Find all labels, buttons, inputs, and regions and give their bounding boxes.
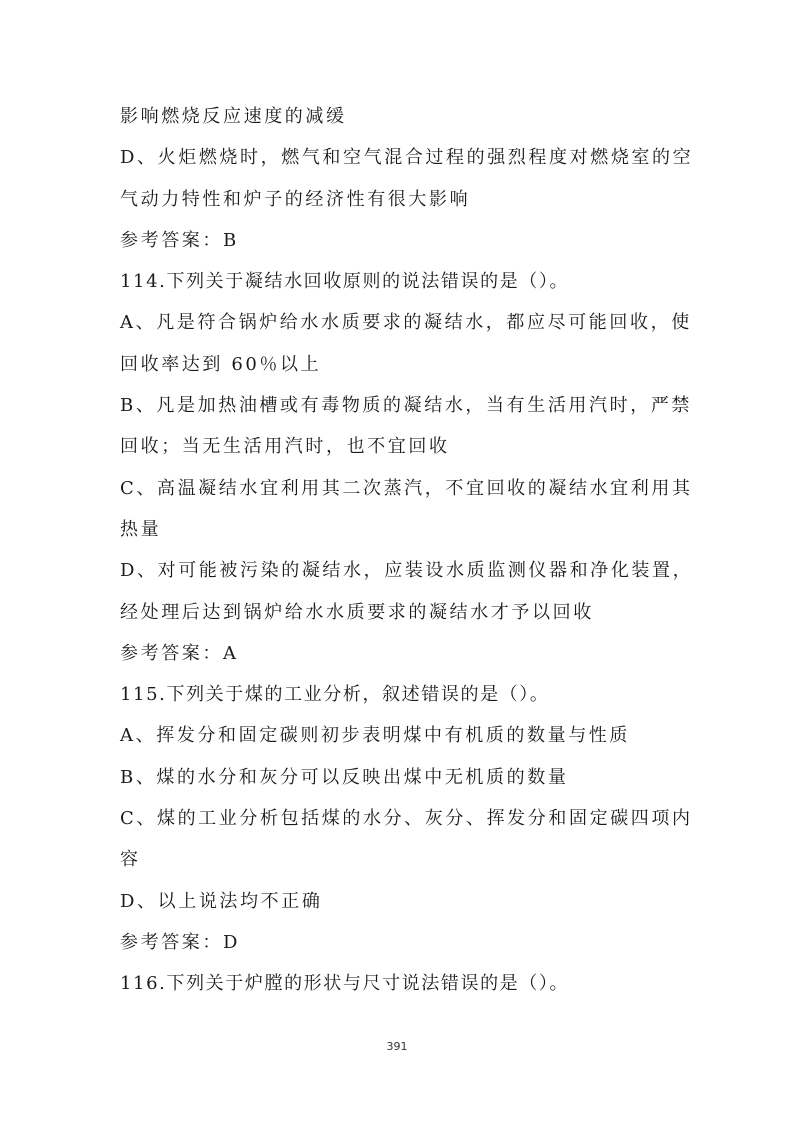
q114-option-b-line1: B、凡是加热油槽或有毒物质的凝结水，当有生活用汽时，严禁 xyxy=(120,395,693,417)
q113-option-c-continued: 影响燃烧反应速度的减缓 xyxy=(120,106,347,127)
page-number: 391 xyxy=(386,1040,408,1053)
q113-option-d-line1: D、火炬燃烧时，燃气和空气混合过程的强烈程度对燃烧室的空 xyxy=(120,147,694,169)
q113-answer: 参考答案：B xyxy=(120,229,239,251)
document-body xyxy=(120,96,694,1005)
q114-answer: 参考答案：A xyxy=(120,642,239,664)
q114-option-c-line2: 热量 xyxy=(120,518,162,540)
q115-title: 115.下列关于煤的工业分析，叙述错误的是（）。 xyxy=(120,684,550,706)
q114-option-a-line1: A、凡是符合锅炉给水水质要求的凝结水，都应尽可能回收，使 xyxy=(120,312,692,334)
q115-option-c-line2: 容 xyxy=(120,849,141,871)
q115-option-d: D、以上说法均不正确 xyxy=(120,890,323,912)
q114-option-c-line1: C、高温凝结水宜利用其二次蒸汽，不宜回收的凝结水宜利用其 xyxy=(120,477,693,499)
q115-option-c-line1: C、煤的工业分析包括煤的水分、灰分、挥发分和固定碳四项内 xyxy=(120,808,693,830)
q113-option-d-line2: 气动力特性和炉子的经济性有很大影响 xyxy=(120,188,471,210)
q114-title: 114.下列关于凝结水回收原则的说法错误的是（）。 xyxy=(120,271,570,293)
q115-option-a: A、挥发分和固定碳则初步表明煤中有机质的数量与性质 xyxy=(120,725,630,747)
q115-answer: 参考答案：D xyxy=(120,931,241,953)
q114-option-b-line2: 回收；当无生活用汽时，也不宜回收 xyxy=(120,436,450,458)
q114-option-d-line1: D、对可能被污染的凝结水，应装设水质监测仪器和净化装置， xyxy=(120,560,694,582)
q114-option-a-line2: 回收率达到 60％以上 xyxy=(120,353,322,375)
q115-option-b: B、煤的水分和灰分可以反映出煤中无机质的数量 xyxy=(120,766,569,788)
q114-option-d-line2: 经处理后达到锅炉给水水质要求的凝结水才予以回收 xyxy=(120,601,594,623)
q116-title: 116.下列关于炉膛的形状与尺寸说法错误的是（）。 xyxy=(120,973,570,995)
